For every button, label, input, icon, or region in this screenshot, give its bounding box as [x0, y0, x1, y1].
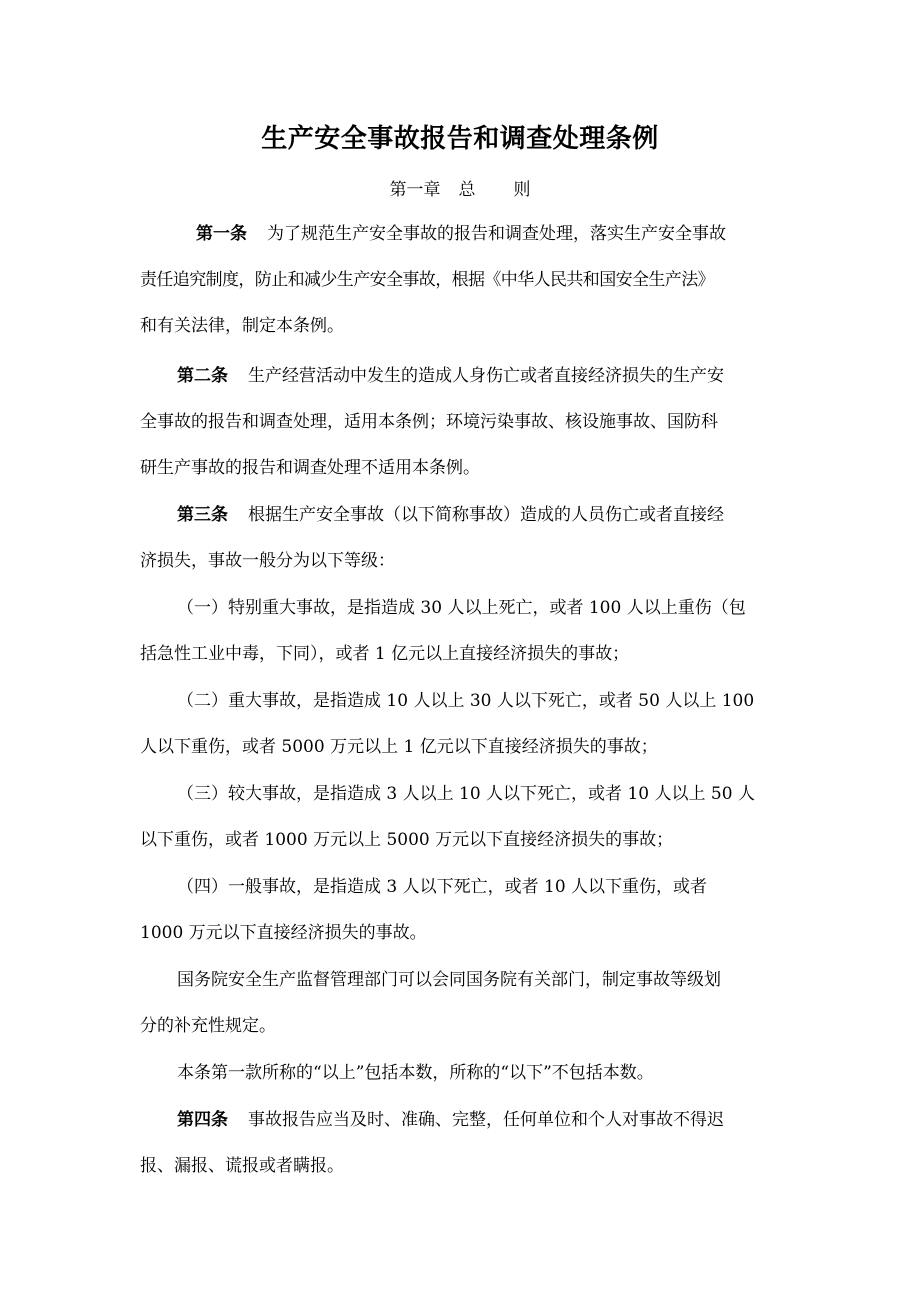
article-1-line-1: 为了规范生产安全事故的报告和调查处理，落实生产安全事故	[267, 224, 726, 244]
level-1-line-1: （一）特别重大事故，是指造成 30 人以上死亡，或者 100 人以上重伤（包	[177, 598, 746, 618]
article-3-label: 第三条	[177, 505, 228, 525]
level-4-line-1: （四）一般事故，是指造成 3 人以下死亡，或者 10 人以下重伤，或者	[177, 877, 708, 897]
level-2-line-2: 人以下重伤，或者 5000 万元以上 1 亿元以下直接经济损失的事故；	[140, 737, 658, 757]
article-4-label: 第四条	[177, 1110, 228, 1130]
supplement-paragraph	[140, 957, 780, 1049]
definition-line-1: 本条第一款所称的“以上”包括本数，所称的“以下”不包括本数。	[177, 1063, 654, 1083]
chapter-word-2: 则	[513, 180, 531, 200]
article-2-label: 第二条	[177, 366, 228, 386]
article-1-line-2: 责任追究制度，防止和减少生产安全事故，根据《中华人民共和国安全生产法》	[140, 270, 714, 290]
document-title: 生产安全事故报告和调查处理条例	[261, 124, 659, 154]
article-4-line-1: 事故报告应当及时、准确、完整，任何单位和个人对事故不得迟	[248, 1110, 724, 1130]
supplement-line-1: 国务院安全生产监督管理部门可以会同国务院有关部门，制定事故等级划	[177, 970, 721, 990]
chapter-word-1: 总	[458, 180, 476, 200]
article-2-line-2: 全事故的报告和调查处理，适用本条例；环境污染事故、核设施事故、国防科	[140, 412, 718, 432]
level-4	[140, 864, 780, 956]
level-3-line-1: （三）较大事故，是指造成 3 人以上 10 人以下死亡，或者 10 人以上 50 人	[177, 784, 755, 804]
article-2-line-1: 生产经营活动中发生的造成人身伤亡或者直接经济损失的生产安	[248, 366, 724, 386]
supplement-line-2: 分的补充性规定。	[140, 1016, 276, 1036]
article-4-line-2: 报、漏报、谎报或者瞒报。	[140, 1156, 344, 1176]
level-3-line-2: 以下重伤，或者 1000 万元以上 5000 万元以下直接经济损失的事故；	[140, 830, 674, 850]
level-4-line-2: 1000 万元以下直接经济损失的事故。	[140, 923, 427, 943]
definition-paragraph	[140, 1050, 780, 1096]
article-4	[140, 1097, 780, 1189]
level-2-line-1: （二）重大事故，是指造成 10 人以上 30 人以下死亡，或者 50 人以上 100	[177, 691, 755, 711]
chapter-label: 第一章	[389, 180, 441, 200]
article-3	[140, 492, 780, 584]
article-3-line-1: 根据生产安全事故（以下简称事故）造成的人员伤亡或者直接经	[248, 505, 724, 525]
level-2	[140, 678, 780, 770]
article-3-line-2: 济损失，事故一般分为以下等级：	[140, 551, 395, 571]
article-2-line-3: 研生产事故的报告和调查处理不适用本条例。	[140, 458, 480, 478]
article-1-label: 第一条	[196, 224, 247, 244]
level-3	[140, 771, 780, 863]
article-2	[140, 353, 780, 491]
level-1-line-2: 括急性工业中毒，下同），或者 1 亿元以上直接经济损失的事故；	[140, 644, 630, 664]
article-1	[140, 211, 780, 349]
level-1	[140, 585, 780, 677]
chapter-heading	[0, 176, 920, 204]
article-1-line-3: 和有关法律，制定本条例。	[140, 316, 344, 336]
